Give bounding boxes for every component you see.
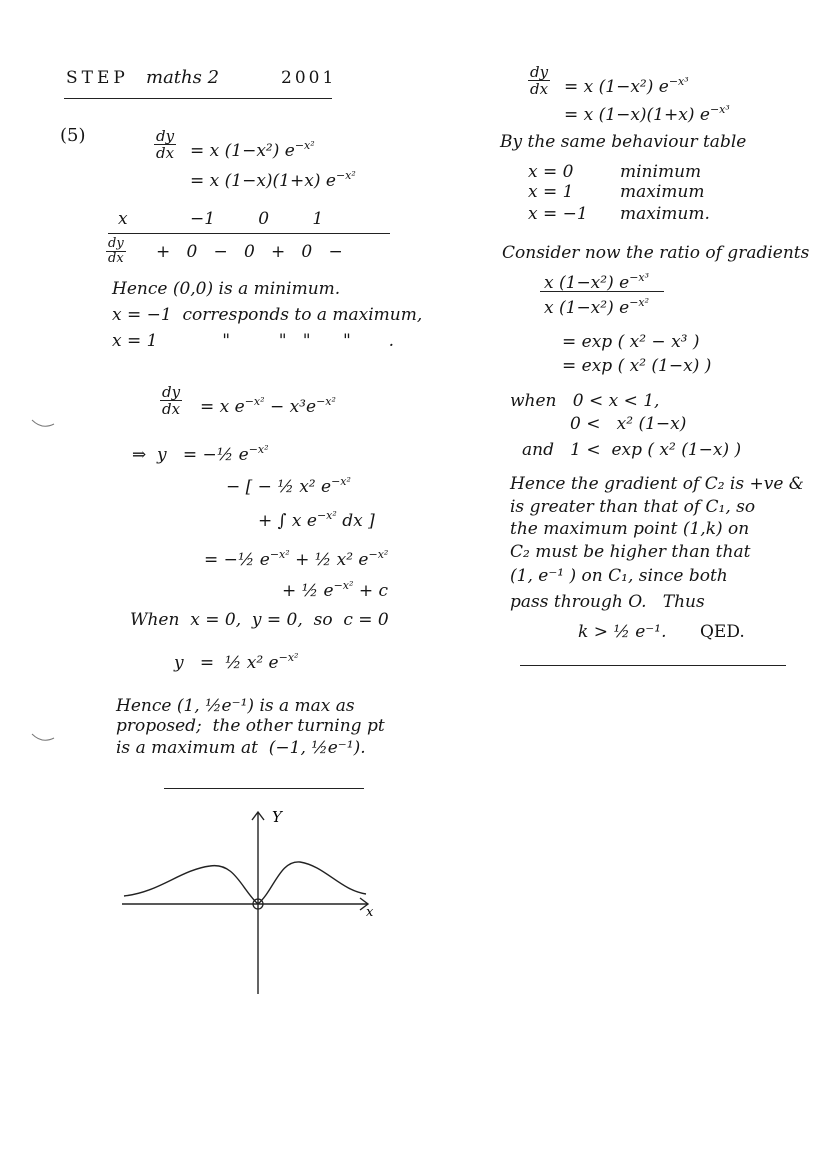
r-eq2-text: = x (1−x)(1+x) e <box>564 105 710 125</box>
table-signs: + 0 − 0 + 0 − <box>156 242 343 262</box>
right-end-rule <box>520 665 786 666</box>
dydx-num: dy <box>156 127 175 145</box>
para-line-4: C₂ must be higher than that <box>510 542 751 562</box>
deriv-expanded <box>200 392 336 417</box>
int-line-3 <box>258 506 375 531</box>
consider-ratio: Consider now the ratio of gradients <box>502 243 810 263</box>
graph-axes <box>122 812 368 994</box>
table-dydx <box>106 237 126 266</box>
ratio-den-exp: −x² <box>629 296 650 309</box>
para-line-2: is greater than that of C₁, so <box>510 497 756 517</box>
deriv-rhs: = x e <box>200 397 245 417</box>
deriv-exp1: −x² <box>244 395 265 408</box>
header-year: 2001 <box>281 68 337 88</box>
table-rule <box>108 233 390 234</box>
table-row-3-type: maximum. <box>620 204 710 224</box>
same-behaviour: By the same behaviour table <box>500 132 747 152</box>
y-final <box>174 648 298 673</box>
deriv-mid: − x³e <box>264 397 317 417</box>
dydx-fraction-2 <box>160 384 182 417</box>
int-line-1 <box>132 440 269 465</box>
table-x-values: −1 0 1 <box>190 209 324 229</box>
table-x-label: x <box>118 209 128 229</box>
int1-text: ⇒ y = −½ e <box>132 445 249 465</box>
dydx2-den: dx <box>162 400 181 418</box>
r-dydx-num: dy <box>530 63 549 81</box>
table-row-1-type: minimum <box>620 162 702 182</box>
eq2-exp: −x² <box>335 169 356 182</box>
exp-line-1: = exp ( x² − x³ ) <box>562 332 700 352</box>
int-line-2 <box>226 472 351 497</box>
int4-mid: + ½ x² e <box>289 550 369 570</box>
int3-text: + ∫ x e <box>258 511 317 531</box>
yfinal-text: y = ½ x² e <box>174 653 279 673</box>
left-end-rule <box>164 788 364 789</box>
int5-end: + c <box>353 581 389 601</box>
eq2 <box>190 166 356 191</box>
para-line-1: Hence the gradient of C₂ is +ve & <box>510 474 804 494</box>
hence-max-2: x = 1 " " " " . <box>112 331 395 351</box>
ratio-num-exp: −x³ <box>629 271 650 284</box>
int2-exp: −x² <box>331 475 351 488</box>
eq1 <box>190 136 315 161</box>
punch-hole-mark-bottom <box>30 732 56 746</box>
curve <box>124 862 366 904</box>
para-line-5: (1, e⁻¹ ) on C₁, since both <box>510 566 728 586</box>
when-ineq-1: 0 < x² (1−x) <box>570 414 687 434</box>
para-line-3: the maximum point (1,k) on <box>510 519 750 539</box>
conclusion-3: is a maximum at (−1, ½e⁻¹). <box>116 738 366 758</box>
exp-line-2: = exp ( x² (1−x) ) <box>562 356 712 376</box>
int3-exp: −x² <box>316 509 337 522</box>
ratio-numerator <box>544 268 649 293</box>
table-dydx-num: dy <box>108 236 124 251</box>
table-dydx-den: dx <box>108 251 124 266</box>
punch-hole-mark-top <box>30 418 56 432</box>
conclusion-1: Hence (1, ½e⁻¹) is a max as <box>116 696 355 716</box>
eq1-text: = x (1−x²) e <box>190 141 295 161</box>
hence-max-1: x = −1 corresponds to a maximum, <box>112 305 423 325</box>
table-row-3-x: x = −1 <box>528 204 588 224</box>
ratio-bar <box>540 291 664 292</box>
int-line-4 <box>204 545 388 570</box>
qed: QED. <box>700 622 745 642</box>
para-line-6: pass through O. Thus <box>510 592 705 612</box>
r-eq1-exp: −x³ <box>668 75 689 88</box>
header-step: STEP <box>66 68 129 88</box>
table-row-2-x: x = 1 <box>528 182 574 202</box>
int-line-5 <box>282 576 388 601</box>
question-number: (5) <box>60 125 86 146</box>
int2-text: − [ − ½ x² e <box>226 477 332 497</box>
header-rule <box>64 98 332 99</box>
dydx-fraction <box>154 128 176 161</box>
graph-x-label: x <box>366 905 374 920</box>
dydx-den: dx <box>156 144 175 162</box>
r-eq1 <box>564 72 689 97</box>
when-range: when 0 < x < 1, <box>510 391 660 411</box>
hence-min: Hence (0,0) is a minimum. <box>112 279 341 299</box>
conclusion-2: proposed; the other turning pt <box>116 716 385 736</box>
header-paper: maths 2 <box>146 67 220 88</box>
int3-end: dx ] <box>336 511 375 531</box>
yfinal-exp: −x² <box>278 651 299 664</box>
eq2-text: = x (1−x)(1+x) e <box>190 171 336 191</box>
r-dydx-den: dx <box>530 80 549 98</box>
int5-exp: −x² <box>333 579 354 592</box>
int4-text: = −½ e <box>204 550 270 570</box>
deriv-exp2: −x² <box>316 395 336 408</box>
r-eq1-text: = x (1−x²) e <box>564 77 669 97</box>
final-inequality: k > ½ e⁻¹. <box>578 622 667 642</box>
table-row-1-x: x = 0 <box>528 162 574 182</box>
int4-exp: −x² <box>269 548 290 561</box>
sketch-graph <box>110 800 390 1000</box>
table-row-2-type: maximum <box>620 182 705 202</box>
when-condition: When x = 0, y = 0, so c = 0 <box>130 610 389 630</box>
dydx2-num: dy <box>162 383 181 401</box>
r-eq2-exp: −x³ <box>709 103 730 116</box>
r-dydx-fraction <box>528 64 550 97</box>
int4-exp2: −x² <box>368 548 389 561</box>
eq1-exp: −x² <box>294 139 315 152</box>
int5-text: + ½ e <box>282 581 334 601</box>
ratio-num-text: x (1−x²) e <box>544 273 630 293</box>
ratio-denominator <box>544 293 649 318</box>
int1-exp: −x² <box>248 443 269 456</box>
graph-y-label: Y <box>272 808 282 826</box>
r-eq2 <box>564 100 730 125</box>
ratio-den-text: x (1−x²) e <box>544 298 630 318</box>
when-ineq-2: and 1 < exp ( x² (1−x) ) <box>522 440 742 460</box>
